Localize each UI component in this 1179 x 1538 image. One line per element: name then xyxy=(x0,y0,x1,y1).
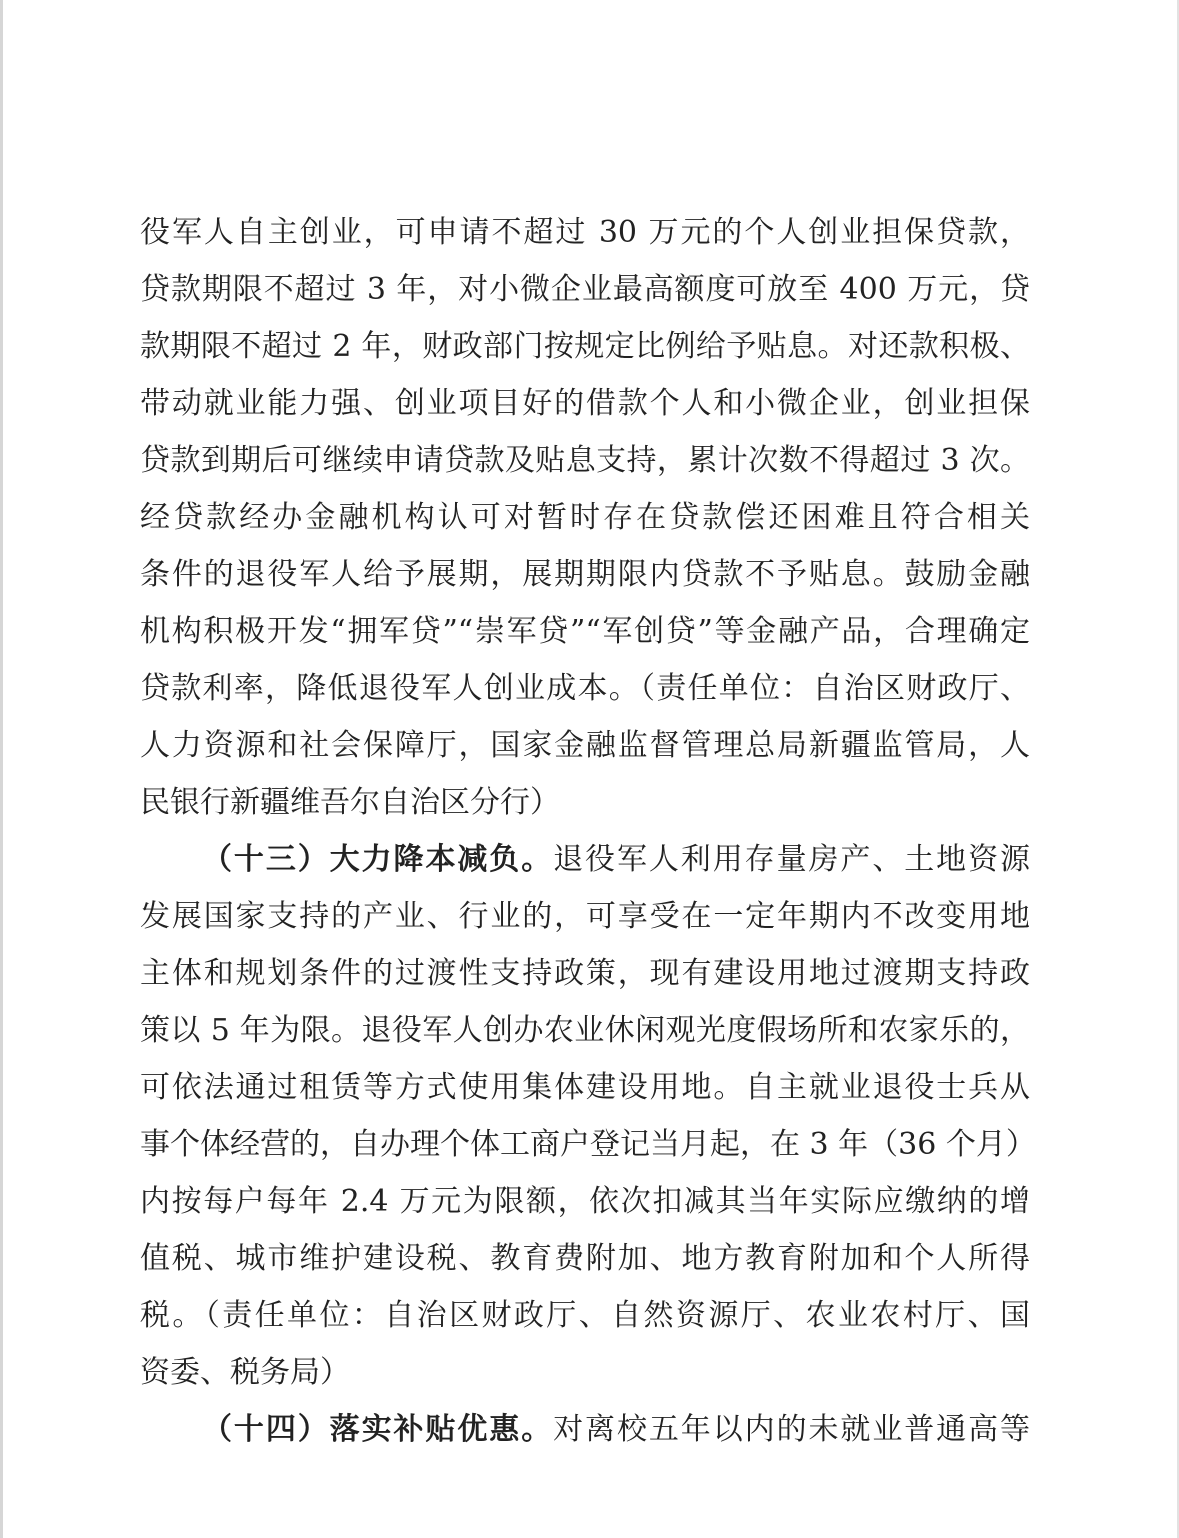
paragraph-2-line-9: 税。（责任单位：自治区财政厅、自然资源厅、农业农村厅、国 xyxy=(140,1298,1030,1333)
paragraph-2-line-6: 事个体经营的，自办理个体工商户登记当月起，在 3 年（36 个月） xyxy=(140,1127,1036,1162)
paragraph-2-line-2: 发展国家支持的产业、行业的，可享受在一定年期内不改变用地 xyxy=(140,899,1030,934)
paragraph-2-line-4: 策以 5 年为限。退役军人创办农业休闲观光度假场所和农家乐的， xyxy=(140,1013,1030,1048)
paragraph-1-line-10: 人力资源和社会保障厅，国家金融监督管理总局新疆监管局，人 xyxy=(140,728,1030,763)
paragraph-1-line-11: 民银行新疆维吾尔自治区分行） xyxy=(140,785,560,820)
paragraph-1-line-7: 条件的退役军人给予展期，展期期限内贷款不予贴息。鼓励金融 xyxy=(140,557,1030,592)
paragraph-2-first-line-text: 退役军人利用存量房产、土地资源 xyxy=(553,842,1031,877)
paragraph-1-line-9: 贷款利率，降低退役军人创业成本。（责任单位：自治区财政厅、 xyxy=(140,671,1030,706)
document-body xyxy=(140,204,1036,1458)
paragraph-1-line-6: 经贷款经办金融机构认可对暂时存在贷款偿还困难且符合相关 xyxy=(140,500,1030,535)
paragraph-1-line-8: 机构积极开发“拥军贷”“崇军贷”“军创贷”等金融产品，合理确定 xyxy=(140,614,1030,649)
section-13-heading: （十三）大力降本减负。 xyxy=(202,842,554,877)
paragraph-1-line-5: 贷款到期后可继续申请贷款及贴息支持，累计次数不得超过 3 次。 xyxy=(140,443,1030,478)
paragraph-2-line-7: 内按每户每年 2.4 万元为限额，依次扣减其当年实际应缴纳的增 xyxy=(140,1184,1030,1219)
paragraph-1-line-4: 带动就业能力强、创业项目好的借款个人和小微企业，创业担保 xyxy=(140,386,1030,421)
paragraph-2-line-10: 资委、税务局） xyxy=(140,1355,350,1390)
paragraph-1-line-1: 役军人自主创业，可申请不超过 30 万元的个人创业担保贷款， xyxy=(140,215,1030,250)
paragraph-2-line-1 xyxy=(140,831,1030,888)
paragraph-3-first-line-text: 对离校五年以内的未就业普通高等 xyxy=(553,1412,1031,1447)
paragraph-2-line-3: 主体和规划条件的过渡性支持政策，现有建设用地过渡期支持政 xyxy=(140,956,1030,991)
paragraph-2-line-8: 值税、城市维护建设税、教育费附加、地方教育附加和个人所得 xyxy=(140,1241,1030,1276)
paragraph-3-line-1 xyxy=(140,1401,1030,1458)
paragraph-1-line-2: 贷款期限不超过 3 年，对小微企业最高额度可放至 400 万元，贷 xyxy=(140,272,1030,307)
paragraph-1-line-3: 款期限不超过 2 年，财政部门按规定比例给予贴息。对还款积极、 xyxy=(140,329,1030,364)
paragraph-2-line-5: 可依法通过租赁等方式使用集体建设用地。自主就业退役士兵从 xyxy=(140,1070,1030,1105)
section-14-heading: （十四）落实补贴优惠。 xyxy=(202,1412,554,1447)
